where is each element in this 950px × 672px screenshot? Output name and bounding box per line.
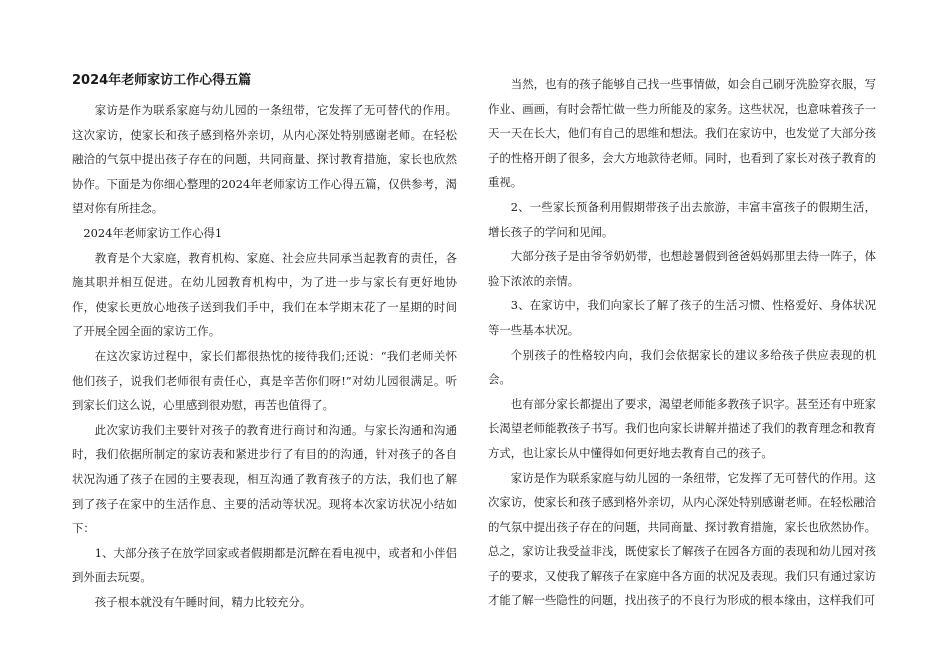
body-paragraph: 2、一些家长预备利用假期带孩子出去旅游，丰富丰富孩子的假期生活，增长孩子的学问和见闻。 — [488, 199, 876, 239]
right-column — [488, 72, 876, 613]
body-paragraph: 在这次家访过程中，家长们都很热忱的接待我们;还说：“我们老师关怀他们孩子，说我们老师很有责任心，真是辛苦你们呀!”对幼儿园很满足。听到家长们这么说，心里感到很劝慰，再苦也值得了。 — [72, 348, 457, 413]
body-paragraph: 个别孩子的性格较内向，我们会依据家长的建议多给孩子供应表现的机会。 — [488, 347, 876, 387]
body-paragraph: 家访是作为联系家庭与幼儿园的一条纽带，它发挥了无可替代的作用。这次家访，使家长和孩子感到格外亲切，从内心深处特别感谢老师。在轻松融洽的气氛中提出孩子存在的问题，共同商量、探讨教育措施，家长也欣然协作。总之，家访让我受益非浅，既使家长了解孩子在园各方面的表现和幼儿园对孩子的要求，又使我了解孩子在家庭中各方面的状况及表现。我们只有通过家访才能了解一些隐性的问题，找出孩子的不良行为形成的根本缘由，这样我们可 — [488, 470, 876, 608]
section-heading: 2024年老师家访工作心得1 — [83, 225, 223, 240]
body-paragraph: 此次家访我们主要针对孩子的教育进行商讨和沟通。与家长沟通和沟通时，我们依据所制定的家访表和紧进步行了有目的的沟通，针对孩子的各自状况沟通了孩子在园的主要表现，相互沟通了教育孩子的方法，我们也了解到了孩子在家中的生活作息、主要的活动等状况。现将本次家访状况小结如下： — [72, 422, 457, 536]
body-paragraph: 孩子根本就没有午睡时间，精力比较充分。 — [94, 594, 312, 609]
body-paragraph: 当然，也有的孩子能够自己找一些事情做，如会自己刷牙洗脸穿衣服，写作业、画画，有时会帮忙做一些力所能及的家务。这些状况，也意味着孩子一天一天在长大，他们有自己的思维和想法。我们在家访中，也发觉了大部分孩子的性格开朗了很多，会大方地款待老师。同时，也看到了家长对孩子教育的重视。 — [488, 77, 876, 190]
body-paragraph: 大部分孩子是由爷爷奶奶带，也想趁暑假到爸爸妈妈那里去待一阵子，体验下浓浓的亲情。 — [488, 249, 876, 288]
body-paragraph: 教育是个大家庭，教育机构、家庭、社会应共同承当起教育的责任，各施其职并相互促进。在幼儿园教育机构中，为了进一步与家长有更好地协作，使家长更放心地孩子送到我们手中，我们在本学期末花了一星期的时间了开展全园全面的家访工作。 — [72, 250, 457, 339]
body-paragraph: 也有部分家长都提出了要求，渴望老师能多教孩子识字。甚至还有中班家长渴望老师能教孩子书写。我们也向家长讲解并描述了我们的教育理念和教育方式，也让家长从中懂得如何更好地去教育自己的孩子。 — [488, 396, 876, 460]
body-paragraph: 3、在家访中，我们向家长了解了孩子的生活习惯、性格爱好、身体状况等一些基本状况。 — [488, 298, 876, 337]
left-column — [72, 70, 457, 614]
intro-paragraph: 家访是作为联系家庭与幼儿园的一条纽带，它发挥了无可替代的作用。这次家访，使家长和孩子感到格外亲切，从内心深处特别感谢老师。在轻松融洽的气氛中提出孩子存在的问题，共同商量、探讨教育措施，家长也欣然协作。下面是为你细心整理的2024年老师家访工作心得五篇，仅供参考，渴望对你有所挂念。 — [72, 103, 457, 216]
body-paragraph: 1、大部分孩子在放学回家或者假期都是沉醉在看电视中，或者和小伴侣到外面去玩耍。 — [72, 545, 457, 585]
document-title: 2024年老师家访工作心得五篇 — [72, 73, 252, 88]
